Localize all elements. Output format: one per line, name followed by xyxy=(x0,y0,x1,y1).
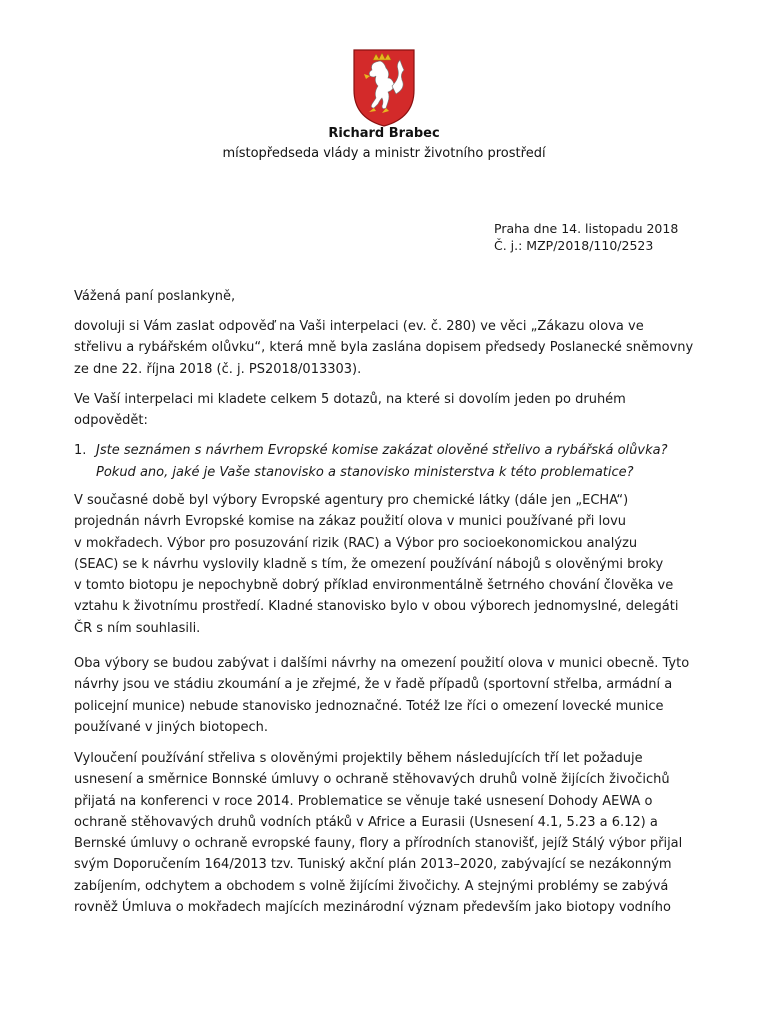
paragraph-line: ochraně stěhovavých druhů vodních ptáků v Africe a Eurasii (Usnesení 4.1, 5.23 a 6.12) a xyxy=(74,814,658,830)
paragraph-line: projednán návrh Evropské komise na zákaz použití olova v munici používané při lovu xyxy=(74,514,627,530)
paragraph-line: usnesení a směrnice Bonnské úmluvy o ochraně stěhovavých druhů volně žijících živočichů xyxy=(74,772,670,788)
paragraph-committees xyxy=(74,653,694,738)
reference-number: Č. j.: MZP/2018/110/2523 xyxy=(494,238,654,253)
question-line: Jste seznámen s návrhem Evropské komise zakázat olověné střelivo a rybářská olůvka? xyxy=(96,443,668,458)
question-number: 1. xyxy=(74,443,87,458)
salutation-text: Vážená paní poslankyně, xyxy=(74,289,236,304)
paragraph-line: používané v jiných biotopech. xyxy=(74,719,269,735)
paragraph-line: přijatá na konferenci v roce 2014. Problematice se věnuje také usnesení Dohody AEWA o xyxy=(74,793,653,809)
paragraph-line: návrhy jsou ve stádiu zkoumání a je zřejmé, že v řadě případů (sportovní střelba, armádní a xyxy=(74,677,673,693)
paragraph-line: Bernské úmluvy o ochraně evropské fauny, flory a přírodních stanovišť, jejíž Stálý výbor přijal xyxy=(74,836,683,852)
date-line: Praha dne 14. listopadu 2018 xyxy=(494,221,679,236)
paragraph-conventions xyxy=(74,748,694,918)
paragraph-line: dovoluji si Vám zaslat odpověď na Vaši interpelaci (ev. č. 280) ve věci „Zákazu olova ve xyxy=(74,319,644,334)
paragraph-line: (SEAC) se k návrhu vyslovily kladně s tím, že omezení používání nábojů s olověnými broky xyxy=(74,556,664,572)
letter-meta xyxy=(494,220,678,254)
paragraph-line: V současné době byl výbory Evropské agentury pro chemické látky (dále jen „ECHA“) xyxy=(74,493,629,508)
paragraph-line: střelivu a rybářském olůvku“, která mně byla zaslána dopisem předsedy Poslanecké sněmovny xyxy=(74,340,694,356)
paragraph-line: ČR s ním souhlasili. xyxy=(74,620,201,636)
paragraph-line: v tomto biotopu je nepochybně dobrý příklad environmentálně šetrného chování člověka ve xyxy=(74,578,674,594)
minister-position: místopředseda vlády a ministr životního prostředí xyxy=(222,146,546,161)
salutation xyxy=(74,286,694,307)
question-line: Pokud ano, jaké je Vaše stanovisko a stanovisko ministerstva k této problematice? xyxy=(96,464,634,480)
paragraph-echa xyxy=(74,490,694,639)
paragraph-line: svým Doporučením 164/2013 tzv. Tuniský akční plán 2013–2020, zabývající se nezákonným xyxy=(74,857,672,873)
coat-of-arms-icon xyxy=(352,48,416,128)
paragraph-intro xyxy=(74,316,694,380)
paragraph-line: zabíjením, odchytem a obchodem s volně žijícími živočichy. A stejnými problémy se zabývá xyxy=(74,878,669,894)
paragraph-line: vztahu k životnímu prostředí. Kladné stanovisko bylo v obou výborech jednomyslné, delegáti xyxy=(74,599,679,615)
paragraph-line: Oba výbory se budou zabývat i dalšími návrhy na omezení použití olova v munici obecně. Tyto xyxy=(74,656,690,671)
paragraph-line: policejní munice) nebude stanovisko jednoznačné. Totéž lze říci o omezení lovecké munice xyxy=(74,698,664,714)
paragraph-line: v mokřadech. Výbor pro posuzování rizik (RAC) a Výbor pro socioekonomickou analýzu xyxy=(74,535,638,551)
paragraph-line: rovněž Úmluva o mokřadech majících mezinárodní význam především jako biotopy vodního xyxy=(74,900,671,916)
paragraph-line: Vyloučení používání střeliva s olověnými projektily během následujících tří let požaduje xyxy=(74,751,643,766)
paragraph-questions-intro xyxy=(74,389,694,432)
paragraph-line: odpovědět: xyxy=(74,413,148,429)
question-1 xyxy=(74,440,694,483)
paragraph-line: Ve Vaší interpelaci mi kladete celkem 5 dotazů, na které si dovolím jeden po druhém xyxy=(74,392,626,407)
minister-name: Richard Brabec xyxy=(328,126,440,141)
paragraph-line: ze dne 22. října 2018 (č. j. PS2018/013303). xyxy=(74,361,362,377)
